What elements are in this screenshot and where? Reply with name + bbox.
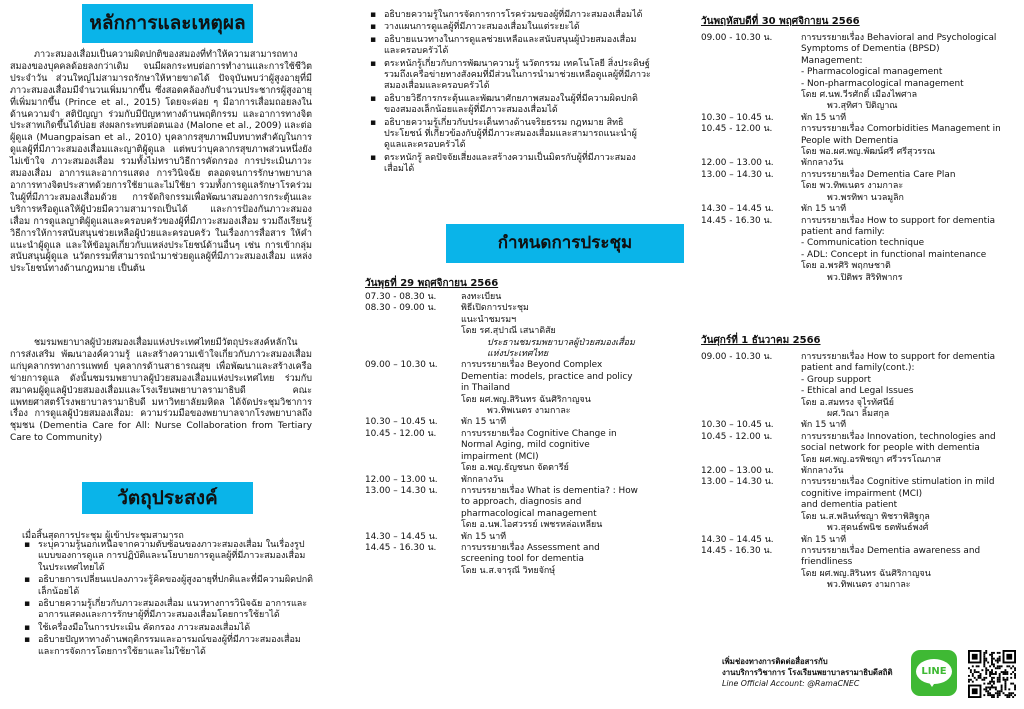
schedule-line: โดย ศ.นพ.วีรศักดิ์ เมืองไพศาล	[801, 90, 918, 101]
schedule-detail	[461, 532, 665, 543]
schedule-row	[365, 417, 665, 428]
day3-title: วันศุกร์ที่ 1 ธันวาคม 2566	[701, 335, 821, 346]
schedule-row	[701, 33, 1013, 113]
objective-text: อธิบายแนวทางในการดูแลช่วยเหลือและสนับสนุนผู้ป่วยสมองเสื่อมและครอบครัวได้	[384, 34, 637, 57]
objective-item	[24, 599, 314, 622]
schedule-row	[701, 216, 1013, 284]
bullet-icon: ▪	[24, 575, 31, 586]
objective-text: ใช้เครื่องมือในการประเมิน คัดกรอง ภาวะสมองเสื่อมได้	[38, 622, 251, 633]
schedule-detail	[801, 352, 1013, 420]
schedule-line: - Ethical and Legal Issues	[801, 386, 914, 397]
schedule-line: - Group support	[801, 374, 871, 385]
bullet-icon: ▪	[370, 117, 377, 128]
schedule-row	[365, 532, 665, 543]
schedule-row	[701, 432, 1013, 466]
schedule-line: พัก 15 นาที	[801, 112, 847, 123]
schedule-time: 09.00 – 10.30 น.	[365, 360, 438, 371]
schedule-line: การบรรยายเรื่อง How to support for dementia	[801, 352, 996, 362]
schedule-line: - ADL: Concept in functional maintenance	[801, 249, 987, 260]
schedule-time: 13.00 – 14.30 น.	[701, 169, 774, 180]
contact-block	[722, 656, 893, 689]
rationale-paragraph-2: ชมรมพยาบาลผู้ป่วยสมองเสื่อมแห่งประเทศไทยมีวัตถุประสงค์หลักในการส่งเสริม พัฒนาองค์ความรู้ และสร้างความเข้าใจเกี่ยวกับภาวะสมองเสื่อมแก่บุคลากรทางการแพทย์ บุคลากรด้านสาธารณสุข เพื่อพัฒนาและสร้างเครือข่ายการดูแล ดังนั้นชมรมพยาบาลผู้ป่วยสมองเสื่อมแห่งประเทศไทย ร่วมกับสมาคมผู้ดูแลผู้ป่วยสมองเสื่อมและโรงเรียนพยาบาลรามาธิบดี คณะแพทยศาสตร์โรงพยาบาลรามาธิบดี มหาวิทยาลัยมหิดล ได้จัดประชุมวิชาการเรื่อง การดูแลผู้ป่วยสมองเสื่อม: ความร่วมมือของพยาบาลจากโรงพยาบาลถึงชุมชน (Dementia Care for All: Nurse Collaboration from Tertiary Care to Community)	[10, 338, 312, 444]
day2-schedule	[701, 33, 1013, 284]
objective-item	[24, 540, 314, 574]
schedule-italic-line: แห่งประเทศไทย	[487, 349, 549, 360]
bullet-icon: ▪	[24, 540, 31, 550]
schedule-line: - Pharmacological management	[801, 67, 943, 78]
schedule-time: 08.30 - 09.00 น.	[365, 303, 437, 314]
objective-item	[370, 118, 652, 152]
schedule-time: 14.30 – 14.45 น.	[701, 534, 774, 545]
objective-item	[370, 59, 652, 93]
schedule-row	[701, 204, 1013, 215]
schedule-row	[701, 466, 1013, 477]
schedule-row	[365, 486, 665, 532]
objectives-intro: เมื่อสิ้นสุดการประชุม ผู้เข้าประชุมสามารถ	[22, 531, 184, 541]
schedule-detail	[801, 477, 1013, 534]
objective-text: อธิบายปัญหาทางด้านพฤติกรรมและอารมณ์ของผู้ที่มีภาวะสมองเสื่อมและการจัดการโดยการใช้ยาและไม่ใช้ยาได้	[38, 635, 301, 657]
schedule-line: พว.ทิพเนตร งามกาละ	[827, 580, 911, 591]
schedule-line: โดย ผศ.พญ.อรพิชญา ศรีวรรโณภาส	[801, 454, 941, 465]
schedule-line: การบรรยายเรื่อง Cognitive Change in	[461, 428, 617, 439]
schedule-time: 14.45 - 16.30 น.	[701, 215, 773, 226]
schedule-row	[365, 292, 665, 303]
schedule-line: โดย อ.สมทรง จุไรทัศนีย์	[801, 397, 894, 408]
contact-line-2: งานบริการวิชาการ โรงเรียนพยาบาลรามาธิบดีสถิติ	[722, 668, 893, 677]
bullet-icon: ▪	[370, 152, 377, 163]
objectives-title: วัตถุประสงค์	[82, 482, 253, 514]
objective-text: ตระหนักรู้เกี่ยวกับการพัฒนาความรู้ นวัตกรรม เทคโนโลยี สิ่งประดิษฐ์ รวมถึงเครือข่ายทางสังคมที่มีส่วนในการนำมาช่วยเหลือดูแลผู้ที่มีภาวะสมองเสื่อมและครอบครัวได้	[384, 58, 651, 92]
schedule-time: 14.45 - 16.30 น.	[701, 545, 773, 556]
schedule-detail	[461, 543, 665, 577]
bullet-icon: ▪	[370, 58, 377, 69]
objectives-list	[24, 540, 314, 659]
objective-text: ตระหนักรู้ ลดปัจจัยเสี่ยงและสร้างความเป็นมิตรกับผู้ที่มีภาวะสมองเสื่อมได้	[384, 152, 636, 175]
schedule-line: การบรรยายเรื่อง Dementia awareness and	[801, 545, 981, 556]
bullet-icon: ▪	[24, 635, 31, 646]
schedule-time: 14.30 – 14.45 น.	[365, 531, 438, 542]
schedule-line: social network for people with dementia	[801, 443, 980, 454]
schedule-detail	[801, 113, 1013, 124]
schedule-line: ลงทะเบียน	[461, 292, 502, 302]
line-logo-text: LINE	[916, 659, 952, 684]
day1-title: วันพุธที่ 29 พฤศจิกายน 2566	[365, 278, 499, 289]
schedule-row	[701, 420, 1013, 431]
schedule-detail	[801, 124, 1013, 158]
schedule-detail	[461, 429, 665, 475]
schedule-line: พักกลางวัน	[801, 158, 844, 169]
schedule-line: friendliness	[801, 557, 853, 568]
day1-schedule	[365, 292, 665, 577]
schedule-line: in Thailand	[461, 383, 511, 394]
schedule-time: 07.30 - 08.30 น.	[365, 292, 437, 302]
schedule-line: การบรรยายเรื่อง Innovation, technologies and	[801, 431, 996, 442]
schedule-detail	[801, 170, 1013, 204]
schedule-row	[365, 429, 665, 475]
schedule-time: 12.00 – 13.00 น.	[701, 466, 774, 477]
schedule-line: - Non-pharmacological management	[801, 78, 964, 89]
schedule-line: การบรรยายเรื่อง Comorbidities Management in	[801, 124, 1001, 135]
schedule-row	[365, 303, 665, 360]
day3-schedule	[701, 352, 1013, 592]
schedule-line: พว.ปิติพร สิริทิพากร	[827, 272, 903, 283]
schedule-detail	[461, 360, 665, 417]
schedule-line: Dementia: models, practice and policy	[461, 371, 633, 382]
schedule-line: พว.พรทิพา นวลมูลิก	[827, 192, 904, 203]
bullet-icon: ▪	[24, 599, 31, 610]
objective-text: อธิบายวิธีการกระตุ้นและพัฒนาศักยภาพสมองในผู้ที่มีความผิดปกติของสมองเล็กน้อยและผู้ที่มีภาวะสมองเสื่อมได้	[384, 93, 638, 116]
schedule-row	[701, 477, 1013, 534]
schedule-line: ผศ.วิณา ลิ้มสกุล	[827, 409, 890, 420]
schedule-title: กำหนดการประชุม	[446, 224, 684, 263]
objective-text: ระบุความรู้นอกเหนือจากความตับซ้อนของภาวะสมองเสื่อม ในเรื่องรูปแบบของการดูแล การปฏิบัติและนโยบายการดูแลผู้ที่มีภาวะสมองเสื่อมในประเทศไทยได้	[38, 540, 306, 573]
schedule-line: - Communication technique	[801, 238, 925, 249]
schedule-detail	[801, 535, 1013, 546]
schedule-line: โดย ผศ.พญ.สิรินทร ฉันศิริกาญจน	[801, 568, 931, 579]
objective-text: อธิบายความรู้เกี่ยวกับประเด็นทางด้านจริยธรรม กฎหมาย สิทธิประโยชน์ ที่เกี่ยวข้องกับผู้ที่มีภาวะสมองเสื่อมและสามารถแนะนำผู้ดูแลและครอบครัวได้	[384, 117, 637, 151]
schedule-line: patient and family:	[801, 226, 885, 237]
schedule-row	[701, 158, 1013, 169]
schedule-line: พว.สุทิศา ปิติญาณ	[827, 101, 898, 112]
schedule-line: โดย น.ส.จารุณี วิทยจักษุ์	[461, 565, 556, 576]
schedule-detail	[801, 204, 1013, 215]
schedule-line: Management:	[801, 55, 863, 66]
schedule-time: 12.00 – 13.00 น.	[365, 474, 438, 485]
schedule-line: การบรรยายเรื่อง What is dementia? : How	[461, 485, 638, 496]
schedule-line: and dementia patient	[801, 500, 898, 511]
schedule-line: pharmacological management	[461, 508, 597, 519]
schedule-line: แนะนำชมรมฯ	[461, 314, 517, 325]
schedule-line: พัก 15 นาที	[801, 534, 847, 545]
schedule-line: พักกลางวัน	[461, 474, 504, 485]
schedule-row	[701, 535, 1013, 546]
rationale-paragraph-1: ภาวะสมองเสื่อมเป็นความผิดปกติของสมองที่ทำให้ความสามารถทางสมองของบุคคลด้อยลงกว่าเดิม จนมีผลกระทบต่อการทำงานและการใช้ชีวิตประจำวัน ส่วนใหญ่ไม่สามารถรักษาให้หายขาดได้ ปัจจุบันพบว่าผู้สูงอายุที่มีภาวะสมองเสื่อมมีจำนวนเพิ่มมากขึ้น ซึ่งสอดคล้องกับจำนวนประชากรผู้สูงอายุที่เพิ่มมากขึ้น (Prince et al., 2015) โดยจะค่อย ๆ มีอาการเสื่อมถอยลงในด้านความจำ สติปัญญา ร่วมกับมีปัญหาทางด้านพฤติกรรม และอาการทางจิตประสาทเกิดขึ้นได้บ่อย ส่งผลกระทบต่อตนเอง (Malone et al., 2009) และต่อผู้ดูแล (Muangpaisan et al., 2010) บุคลากรสุขภาพมีบทบาทสำคัญในการดูแลผู้ที่มีภาวะสมองเสื่อมและญาติผู้ดูแล แต่พบว่าบุคลากรสุขภาพส่วนหนึ่งยังไม่เข้าใจ ภาวะสมองเสื่อม รวมทั้งไม่ทราบวิธีการคัดกรอง การประเมินภาวะสมองเสื่อม อาการและอาการแสดง การวินิจฉัย ตลอดจนการรักษาพยาบาลอาการทางจิตประสาทด้วยการใช้ยาและไม่ใช้ยา รวมทั้งการดูแลรักษาโรคร่วมในผู้ที่มีภาวะสมองเสื่อมด้วย การจัดกิจกรรมเพื่อพัฒนาสมองการกระตุ้นและบริการหรือดูแลให้ผู้ป่วยมีความสามารถเป็นได้ และการป้องกันภาวะสมองเสื่อม การดูแลญาติผู้ดูแลและครอบครัวของผู้ที่มีภาวะสมองเสื่อม รวมถึงเรียนรู้วิธีการให้การสนับสนุนช่วยเหลือผู้ป่วยและครอบครัว ในเรื่องการสื่อสาร ให้คำแนะนำผู้ดูแล และให้ข้อมูลเกี่ยวกับแหล่งประโยชน์ด้านอื่นๆ เช่น การเข้ากลุ่มสนับสนุนผู้ดูแล นวัตกรรมที่สามารถนำมาช่วยดูแลผู้ที่มีภาวะสมองเสื่อม แหล่งประโยชน์ทางด้านกฎหมาย เป็นต้น	[10, 50, 312, 275]
schedule-line: การบรรยายเรื่อง Behavioral and Psychological	[801, 33, 997, 43]
schedule-row	[365, 475, 665, 486]
line-logo-icon[interactable]	[911, 650, 957, 696]
schedule-row	[701, 546, 1013, 592]
schedule-time: 10.30 – 10.45 น.	[701, 112, 774, 123]
schedule-detail	[461, 292, 665, 303]
bullet-icon: ▪	[370, 34, 377, 45]
schedule-detail	[801, 216, 1013, 284]
schedule-line: cognitive impairment (MCI)	[801, 488, 923, 499]
schedule-time: 09.00 - 10.30 น.	[701, 352, 773, 362]
schedule-row	[365, 360, 665, 417]
schedule-line: โดย รศ.สุปาณี เสนาดิสัย	[461, 326, 556, 337]
schedule-row	[701, 113, 1013, 124]
schedule-line: โดย ผศ.พญ.สิรินทร ฉันศิริกาญจน	[461, 394, 591, 405]
bullet-icon: ▪	[370, 10, 377, 20]
schedule-line: พัก 15 นาที	[801, 204, 847, 215]
schedule-line: พัก 15 นาที	[461, 531, 507, 542]
schedule-detail	[461, 417, 665, 428]
schedule-time: 10.45 - 12.00 น.	[701, 124, 773, 135]
objective-item	[370, 10, 652, 21]
schedule-line: การบรรยายเรื่อง Cognitive stimulation in mild	[801, 477, 995, 488]
schedule-detail	[461, 303, 665, 360]
objective-item	[24, 623, 314, 634]
bullet-icon: ▪	[370, 22, 377, 33]
bullet-icon: ▪	[24, 622, 31, 633]
schedule-line: โดย พอ.ผศ.พญ.พัฒน์ศรี ศรีสุวรรณ	[801, 147, 936, 158]
schedule-time: 13.00 – 14.30 น.	[701, 477, 774, 488]
schedule-time: 10.30 – 10.45 น.	[701, 420, 774, 431]
schedule-time: 10.30 – 10.45 น.	[365, 417, 438, 428]
schedule-line: to approach, diagnosis and	[461, 497, 582, 508]
schedule-line: การบรรยายเรื่อง Beyond Complex	[461, 360, 603, 371]
objective-text: อธิบายการเปลี่ยนแปลงภาวะรู้คิดของผู้สูงอายุที่ปกติและที่มีความผิดปกติเล็กน้อยได้	[38, 575, 313, 597]
objective-item	[24, 635, 314, 658]
schedule-time: 12.00 – 13.00 น.	[701, 158, 774, 169]
schedule-detail	[801, 546, 1013, 592]
schedule-detail	[801, 33, 1013, 113]
schedule-time: 10.45 - 12.00 น.	[365, 428, 437, 439]
day2-title: วันพฤหัสบดีที่ 30 พฤศจิกายน 2566	[701, 16, 860, 27]
objectives-list-continued	[370, 10, 652, 177]
schedule-time: 14.30 – 14.45 น.	[701, 204, 774, 215]
schedule-time: 09.00 - 10.30 น.	[701, 33, 773, 43]
schedule-detail	[461, 486, 665, 532]
objective-item	[370, 153, 652, 176]
schedule-line: โดย พว.ทิพเนตร งามกาละ	[801, 181, 904, 192]
schedule-time: 10.45 - 12.00 น.	[701, 431, 773, 442]
bullet-icon: ▪	[370, 93, 377, 104]
contact-line-1: เพิ่มช่องทางการติดต่อสื่อสารกับ	[722, 657, 828, 666]
schedule-row	[701, 124, 1013, 158]
schedule-line: Normal Aging, mild cognitive	[461, 440, 590, 451]
schedule-detail	[801, 158, 1013, 169]
rationale-title: หลักการและเหตุผล	[82, 4, 253, 43]
schedule-row	[365, 543, 665, 577]
schedule-detail	[801, 432, 1013, 466]
objective-item	[370, 22, 652, 33]
schedule-detail	[801, 420, 1013, 431]
schedule-line: พว.สุดนธ์พนิช ธตพันธ์พงศ์	[827, 523, 929, 534]
schedule-detail	[801, 466, 1013, 477]
schedule-line: People with Dementia	[801, 135, 899, 146]
rationale-column	[0, 0, 340, 709]
schedule-line: screening tool for dementia	[461, 554, 584, 565]
schedule-line: การบรรยายเรื่อง Dementia Care Plan	[801, 169, 956, 180]
qr-code-icon[interactable]	[968, 650, 1016, 698]
schedule-line: โดย น.ส.พลินท์ชญา พิชราพิสิฐกุล	[801, 511, 930, 522]
schedule-line: การบรรยายเรื่อง How to support for dementia	[801, 215, 996, 226]
schedule-time: 14.45 - 16.30 น.	[365, 542, 437, 553]
objective-text: อธิบายความรู้เกี่ยวกับภาวะสมองเสื่อม แนวทางการวินิจฉัย อาการและอาการแสดงและการรักษาผู้ที่มีภาวะสมองเสื่อมโดยการใช้ยาได้	[38, 599, 308, 621]
schedule-line: พัก 15 นาที	[461, 417, 507, 428]
schedule-line: patient and family(cont.):	[801, 363, 915, 374]
schedule-line: พิธีเปิดการประชุม	[461, 303, 529, 314]
objective-item	[370, 94, 652, 117]
schedule-line: พักกลางวัน	[801, 466, 844, 477]
schedule-line: Symptoms of Dementia (BPSD)	[801, 44, 940, 55]
schedule-row	[701, 352, 1013, 420]
objective-item	[24, 575, 314, 598]
schedule-detail	[461, 475, 665, 486]
schedule-line: โดย อ.พญ.ธัญชนก จัตตารีย์	[461, 463, 569, 474]
contact-line-3: Line Official Account: @RamaCNEC	[722, 679, 860, 688]
schedule-line: โดย อ.พรศิริ พฤกษชาติ	[801, 261, 891, 272]
objective-item	[370, 35, 652, 58]
schedule-line: การบรรยายเรื่อง Assessment and	[461, 542, 600, 553]
schedule-line: impairment (MCI)	[461, 451, 539, 462]
schedule-time: 13.00 – 14.30 น.	[365, 485, 438, 496]
schedule-line: พัก 15 นาที	[801, 420, 847, 431]
schedule-line: โดย อ.นพ.ไอศวรรย์ เพชรหล่อเหลียน	[461, 520, 603, 531]
schedule-row	[701, 170, 1013, 204]
schedule-line: พว.ทิพเนตร งามกาละ	[487, 406, 571, 417]
objective-text: วางแผนการดูแลผู้ที่มีภาวะสมองเสื่อมในแต่ระยะได้	[384, 22, 580, 33]
objective-text: อธิบายความรู้ในการจัดการการโรคร่วมของผู้ที่มีภาวะสมองเสื่อมได้	[384, 10, 643, 20]
schedule-italic-line: ประธานชมรมพยาบาลผู้ป่วยสมองเสื่อม	[487, 337, 635, 348]
